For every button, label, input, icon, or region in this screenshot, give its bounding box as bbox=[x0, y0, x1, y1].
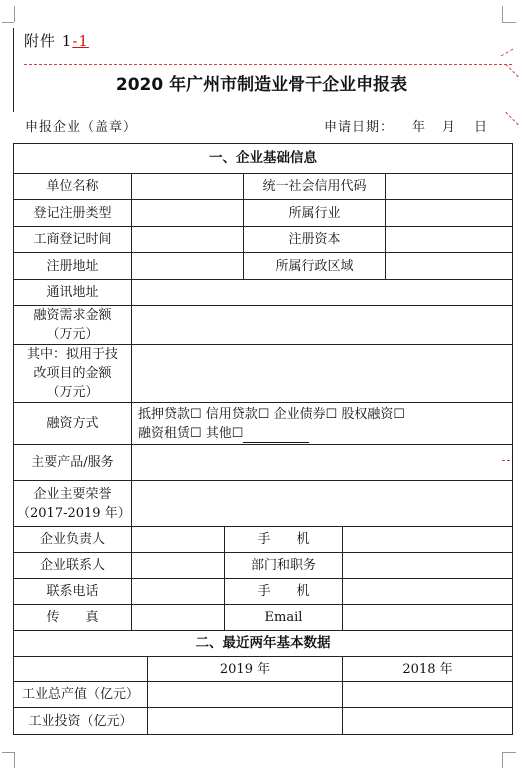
field-department-position[interactable] bbox=[343, 553, 513, 579]
label-contact-person: 企业联系人 bbox=[14, 553, 132, 579]
field-mailing-address[interactable] bbox=[132, 280, 513, 306]
field-output-2019[interactable] bbox=[148, 682, 343, 708]
field-admin-region[interactable] bbox=[386, 253, 513, 280]
field-honors[interactable] bbox=[132, 481, 513, 527]
label-registered-address: 注册地址 bbox=[14, 253, 132, 280]
financing-options-line2-text[interactable]: 融资租赁☐ 其他☐ bbox=[138, 425, 244, 441]
label-industrial-output: 工业总产值（亿元） bbox=[14, 682, 148, 708]
section-heading-basic-data: 二、最近两年基本数据 bbox=[14, 631, 513, 657]
crop-mark-bottom-left bbox=[2, 752, 14, 753]
label-main-products: 主要产品/服务 bbox=[14, 445, 132, 481]
crop-mark-top-right bbox=[502, 22, 516, 23]
date-day: 日 bbox=[474, 120, 489, 135]
annex-prefix: 附件 1 bbox=[24, 32, 73, 50]
field-tech-upgrade-amount[interactable] bbox=[132, 345, 513, 403]
label-financing-amount-unit: （万元） bbox=[46, 327, 99, 342]
label-mailing-address: 通讯地址 bbox=[14, 280, 132, 306]
label-fax: 传 真 bbox=[14, 605, 132, 631]
tracked-change-connector bbox=[501, 49, 514, 57]
header-year-2019: 2019 年 bbox=[148, 657, 343, 682]
label-registration-type: 登记注册类型 bbox=[14, 200, 132, 227]
field-mobile-1[interactable] bbox=[343, 527, 513, 553]
field-registration-time[interactable] bbox=[132, 227, 244, 253]
label-mobile-1: 手 机 bbox=[225, 527, 343, 553]
financing-options-line1[interactable]: 抵押贷款☐ 信用贷款☐ 企业债券☐ 股权融资☐ bbox=[138, 406, 406, 422]
field-unit-name[interactable] bbox=[132, 174, 244, 200]
label-phone: 联系电话 bbox=[14, 579, 132, 605]
label-registered-capital: 注册资本 bbox=[244, 227, 386, 253]
annex-revision: -1 bbox=[72, 32, 89, 50]
annex-label bbox=[24, 30, 89, 51]
date-year: 年 bbox=[412, 120, 427, 135]
label-department-position: 部门和职务 bbox=[225, 553, 343, 579]
crop-mark-bottom-left-v bbox=[14, 752, 15, 768]
crop-mark-top-left bbox=[2, 22, 14, 23]
label-honors-line1: 企业主要荣誉 bbox=[33, 486, 112, 502]
application-form-table bbox=[13, 143, 513, 735]
crop-mark-bottom-right bbox=[502, 752, 516, 753]
label-financing-method: 融资方式 bbox=[14, 403, 132, 445]
field-registered-capital[interactable] bbox=[386, 227, 513, 253]
label-financing-amount-line1: 融资需求金额 bbox=[33, 308, 112, 323]
label-tech-amount-line1: 其中：拟用于技 bbox=[26, 347, 118, 362]
field-email[interactable] bbox=[343, 605, 513, 631]
field-phone[interactable] bbox=[132, 579, 225, 605]
label-person-in-charge: 企业负责人 bbox=[14, 527, 132, 553]
field-industry[interactable] bbox=[386, 200, 513, 227]
label-credit-code: 统一社会信用代码 bbox=[244, 174, 386, 200]
label-admin-region: 所属行政区域 bbox=[244, 253, 386, 280]
other-method-blank[interactable] bbox=[243, 429, 309, 443]
field-person-in-charge[interactable] bbox=[132, 527, 225, 553]
field-investment-2019[interactable] bbox=[148, 708, 343, 735]
label-tech-amount-line2: 改项目的金额 bbox=[33, 366, 112, 381]
field-output-2018[interactable] bbox=[343, 682, 513, 708]
field-registration-type[interactable] bbox=[132, 200, 244, 227]
applicant-label: 申报企业（盖章） bbox=[25, 120, 138, 135]
field-financing-amount[interactable] bbox=[132, 306, 513, 345]
tracked-change-line bbox=[24, 64, 512, 65]
tracked-change-connector-3 bbox=[505, 112, 518, 125]
crop-mark-bottom-right-v bbox=[502, 752, 503, 768]
field-main-products[interactable] bbox=[132, 445, 513, 481]
label-financing-amount bbox=[14, 306, 132, 345]
label-unit-name: 单位名称 bbox=[14, 174, 132, 200]
label-honors-period: （2017-2019 年） bbox=[17, 505, 131, 521]
label-email: Email bbox=[225, 605, 343, 631]
field-fax[interactable] bbox=[132, 605, 225, 631]
section-heading-basic-info: 一、企业基础信息 bbox=[14, 144, 513, 174]
label-industrial-investment: 工业投资（亿元） bbox=[14, 708, 148, 735]
crop-mark-top-right-v bbox=[502, 6, 503, 22]
date-label: 申请日期： bbox=[324, 120, 395, 135]
financing-options-line2[interactable] bbox=[138, 424, 509, 443]
field-investment-2018[interactable] bbox=[343, 708, 513, 735]
application-date bbox=[324, 116, 488, 135]
document-title: 2020 年广州市制造业骨干企业申报表 bbox=[115, 75, 408, 95]
label-industry: 所属行业 bbox=[244, 200, 386, 227]
label-registration-time: 工商登记时间 bbox=[14, 227, 132, 253]
label-tech-upgrade-amount bbox=[14, 345, 132, 403]
header-year-2018: 2018 年 bbox=[343, 657, 513, 682]
crop-mark-top-left-v bbox=[14, 6, 15, 22]
date-month: 月 bbox=[442, 120, 457, 135]
label-honors bbox=[14, 481, 132, 527]
field-mobile-2[interactable] bbox=[343, 579, 513, 605]
field-registered-address[interactable] bbox=[132, 253, 244, 280]
field-contact-person[interactable] bbox=[132, 553, 225, 579]
label-mobile-2: 手 机 bbox=[225, 579, 343, 605]
field-financing-method-options[interactable] bbox=[132, 403, 513, 445]
label-tech-amount-unit: （万元） bbox=[46, 385, 99, 400]
field-credit-code[interactable] bbox=[386, 174, 513, 200]
header-blank-cell bbox=[14, 657, 148, 682]
